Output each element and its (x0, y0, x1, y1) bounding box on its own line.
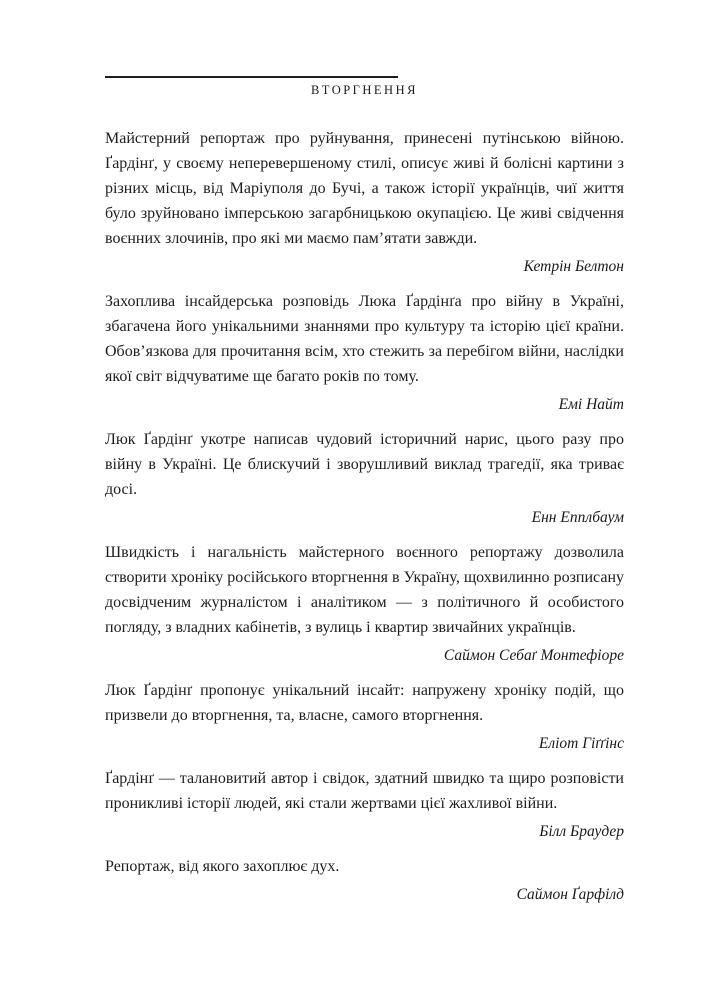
quote-author: Саймон Себаґ Монтефіоре (443, 647, 624, 664)
quote-text: Захоплива інсайдерська розповідь Люка Ґардінґа про війну в Україні, збагачена його унікальними знаннями про культуру та історію цієї країни. Обов’язкова для прочитання всім, хто стежить за перебігом війни, наслідки якої світ відчуватиме ще багато років по тому. (105, 293, 624, 385)
running-head-title: ВТОРГНЕННЯ (311, 83, 418, 97)
quote-text: Майстерний репортаж про руйнування, принесені путінською війною. Ґардінґ, у своєму неперевершеному стилі, описує живі й болісні картини з різних місць, від Маріуполя до Бучі, а також історії українців, чиї життя було зруйновано імперською загарбницькою окупацією. Це живі свідчення воєнних злочинів, про які ми маємо пам’ятати завжди. (105, 130, 624, 247)
quote-author: Кетрін Белтон (523, 258, 624, 275)
quote-text: Люк Ґардінґ укотре написав чудовий історичний нарис, цього разу про війну в Україні. Це блискучий і зворушливий виклад трагедії, яка триває досі. (105, 431, 624, 498)
quote-author: Енн Епплбаум (531, 509, 624, 526)
quote-author: Саймон Ґарфілд (516, 886, 624, 903)
quote-text: Репортаж, від якого захоплює дух. (105, 858, 340, 875)
quote-block (105, 540, 624, 668)
quote-block (105, 126, 624, 279)
quote-author: Еліот Гіґґінс (538, 735, 624, 752)
quote-block (105, 289, 624, 417)
header-rule (105, 76, 398, 78)
page-header (105, 76, 624, 98)
quote-text: Ґардінґ — талановитий автор і свідок, здатний швидко та щиро розповісти проникливі історії людей, які стали жертвами цієї жахливої війни. (105, 770, 624, 812)
quote-block (105, 678, 624, 756)
endorsement-quotes (105, 126, 624, 907)
quote-block (105, 427, 624, 530)
quote-block (105, 854, 624, 907)
page-content (0, 76, 728, 907)
quote-text: Люк Ґардінґ пропонує унікальний інсайт: напружену хроніку подій, що призвели до вторгнення, та, власне, самого вторгнення. (105, 682, 624, 724)
quote-block (105, 766, 624, 844)
quote-author: Білл Браудер (539, 823, 624, 840)
quote-author: Емі Найт (558, 396, 624, 413)
quote-text: Швидкість і нагальність майстерного воєнного репортажу дозволила створити хроніку російського вторгнення в Україну, щохвилинно розписану досвідченим журналістом і аналітиком — з політичного й особистого погляду, з владних кабінетів, з вулиць і квартир звичайних українців. (105, 544, 624, 636)
